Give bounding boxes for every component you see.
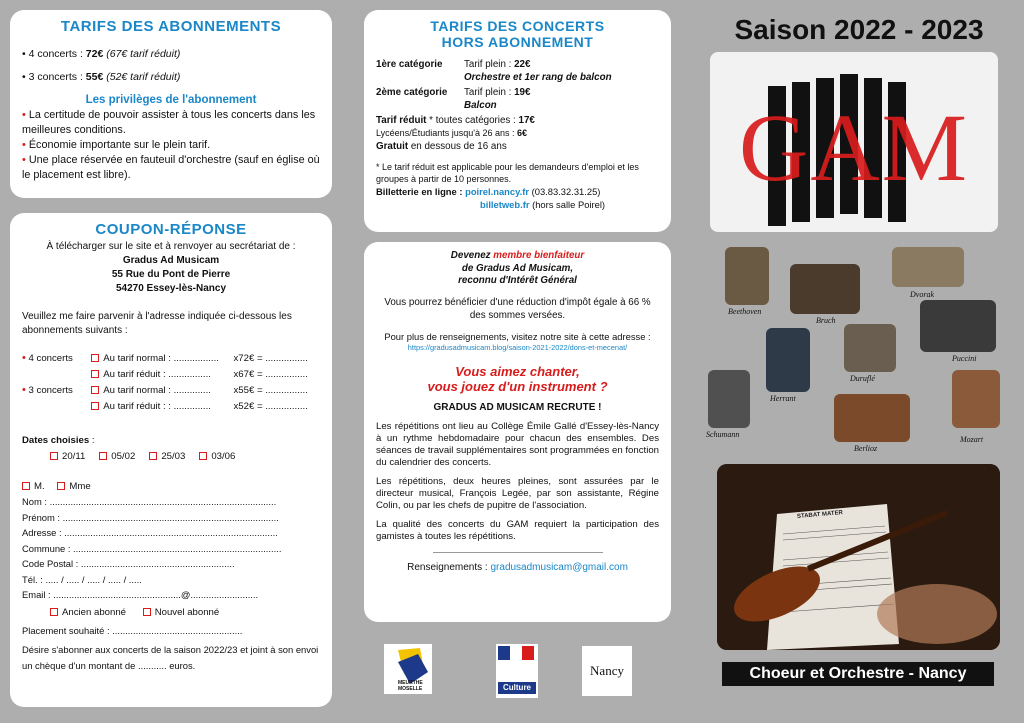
tel-field[interactable]: Tél. : ..... / ..... / ..... / ..... / ..... [22,573,142,585]
portrait [920,300,996,352]
adresse-field[interactable]: Adresse : .................................................................................. [22,527,278,538]
address-line: Gradus Ad Musicam [122,255,220,266]
info-text: Pour plus de renseignements, visitez notre site à cette adresse : [384,330,651,342]
tarif-note: * Le tarif réduit est applicable pour les demandeurs d'emploi et les groupes à partir de 10 personnes. [376,162,639,184]
abonnements-title: TARIFS DES ABONNEMENTS [60,18,282,35]
coupon-row: • 4 concerts Au tarif normal : ................. x72€ = ................ [22,352,308,364]
portrait [766,328,810,392]
checkbox[interactable] [143,608,151,616]
abonne-type: Ancien abonné Nouvel abonné [22,606,320,620]
poirel-link[interactable]: poirel.nancy.fr [465,186,529,197]
checkbox[interactable] [99,452,107,460]
abonnements-panel [10,10,332,198]
divider [433,552,603,553]
email-field[interactable]: Email : .................................................@.......................... [22,589,259,600]
privilege-item: • Une place réservée en fauteuil d'orchestre (sauf en église où le placement est libre). [22,154,320,181]
coupon-title: COUPON-RÉPONSE [95,221,247,238]
dons-link[interactable]: https://gradusadmusicam.blog/saison-2021-2022/dons-et-mecenat/ [407,342,628,352]
gratuit: Gratuit en dessous de 16 ans [376,141,507,152]
coupon-row: Au tarif réduit : ................ x67€ = ................ [22,366,320,382]
checkbox[interactable] [91,370,99,378]
checkbox[interactable] [50,452,58,460]
nancy-logo: Nancy [582,646,632,696]
coupon-row: Au tarif réduit : : .............. x52€ = ................ [22,398,320,414]
checkbox[interactable] [149,452,157,460]
code-postal-field[interactable]: Code Postal : ........................................................... [22,558,235,569]
checkbox[interactable] [91,354,99,362]
nom-field[interactable]: Nom : ....................................................................................... [22,496,277,507]
placement-field[interactable]: Placement souhaité : .................................................. [22,624,243,636]
concerts-title: TARIFS DES CONCERTS HORS ABONNEMENT [430,18,605,50]
orchestra-photo: STABAT MATER [717,464,1000,650]
prenom-field[interactable]: Prénom : ................................................................................... [22,511,279,523]
portrait [725,247,769,305]
billetterie: Billetterie en ligne : poirel.nancy.fr (03.83.32.31.25) billetweb.fr (hors salle Poirel) [376,186,606,210]
membre-panel [364,242,671,622]
checkbox[interactable] [22,482,30,490]
checkbox[interactable] [199,452,207,460]
choeur-banner: Choeur et Orchestre - Nancy [722,662,994,686]
composer-name: Schumann [706,430,740,439]
portrait [790,264,860,314]
composer-name: Bruch [816,316,836,325]
address-line: 54270 Essey-lès-Nancy [115,283,227,294]
contact: Renseignements : gradusadmusicam@gmail.com [407,561,628,573]
checkbox[interactable] [57,482,65,490]
repetitions-text: La qualité des concerts du GAM requiert la participation des gamistes à toutes les répétitions. [376,518,659,542]
abonnement-4-concerts: • 4 concerts : 72€ (67€ tarif réduit) [22,48,181,60]
recrute-heading: GRADUS AD MUSICAM RECRUTE ! [433,401,602,413]
concerts-panel [364,10,671,232]
abonnement-3-concerts: • 3 concerts : 55€ (52€ tarif réduit) [22,71,181,83]
checkbox[interactable] [50,608,58,616]
email-link[interactable]: gradusadmusicam@gmail.com [490,561,628,573]
portrait [952,370,1000,428]
composer-name: Duruflé [850,374,875,383]
repetitions-text: Les répétitions, deux heures pleines, sont assurées par le directeur musical, François Legée, par son assistante, Régine Colin, ou par les chefs de pupitre de l'association. [376,475,659,511]
saison-title: Saison 2022 - 2023 [734,14,984,45]
form-fields [22,494,320,603]
coupon-request: Veuillez me faire parvenir à l'adresse indiquée ci-dessous les abonnements suivants : [22,311,292,336]
composer-name: Mozart [960,435,984,444]
dates-list: 20/11 05/02 25/03 03/06 [22,450,320,464]
portrait [844,324,896,372]
ministere-culture-logo: Culture [496,644,538,698]
cat2: 2ème catégorie Tarif plein : 19€ Balcon [376,87,531,111]
privileges-title: Les privilèges de l'abonnement [85,94,257,106]
gam-logo: GAM [710,52,998,232]
membre-heading: Devenez membre bienfaiteur de Gradus Ad Musicam, reconnu d'Intérêt Général [450,250,585,286]
composers-collage [700,242,1000,460]
lyceens: Lycéens/Étudiants jusqu'à 26 ans : 6€ [376,128,527,138]
checkbox[interactable] [91,402,99,410]
chanter-heading: Vous aimez chanter, vous jouez d'un instrument ? [427,363,608,394]
composer-name: Dvorak [910,290,934,299]
civilite: M. Mme [22,480,320,494]
coupon-intro: À télécharger sur le site et à renvoyer au secrétariat de : [46,241,296,252]
address-line: 55 Rue du Pont de Pierre [111,269,231,280]
coupon-row: • 3 concerts Au tarif normal : .............. x55€ = ................ [22,384,308,396]
composer-name: Puccini [952,354,977,363]
coupon-panel [10,213,332,707]
privilege-item: • La certitude de pouvoir assister à tous les concerts dans les meilleures conditions. [22,109,316,136]
billetweb-link[interactable]: billetweb.fr [480,199,530,210]
composer-name: Herrant [770,394,796,403]
composer-name: Berlioz [854,444,878,453]
commune-field[interactable]: Commune : ................................................................................ [22,542,282,554]
portrait [834,394,910,442]
cat1: 1ère catégorie Tarif plein : 22€ Orchestre et 1er rang de balcon [376,59,612,83]
portrait [892,247,964,287]
tarif-reduit: Tarif réduit * toutes catégories : 17€ [376,115,535,126]
meurthe-moselle-logo: MEURTHE MOSELLE [384,644,432,694]
cheque-text: Désire s'abonner aux concerts de la saison 2022/23 et joint à son envoi un chèque d'un montant de ........... euros. [22,643,319,671]
repetitions-text: Les répétitions ont lieu au Collège Émile Gallé d'Essey-lès-Nancy à un rythme hebdomadaire pour chacun des ensembles. Des séances de travail supplémentaires sont programmées en fonction du calendrier des concerts. [376,420,659,468]
privilege-item: • Économie importante sur le plein tarif. [22,139,211,151]
composer-name: Beethoven [728,307,762,316]
dates-label: Dates choisies : [22,435,95,446]
portrait [708,370,750,428]
reduction-text: Vous pourrez bénéficier d'une réduction d'impôt égale à 66 % des sommes versées. [384,296,651,321]
partner-logos [380,640,640,700]
checkbox[interactable] [91,386,99,394]
